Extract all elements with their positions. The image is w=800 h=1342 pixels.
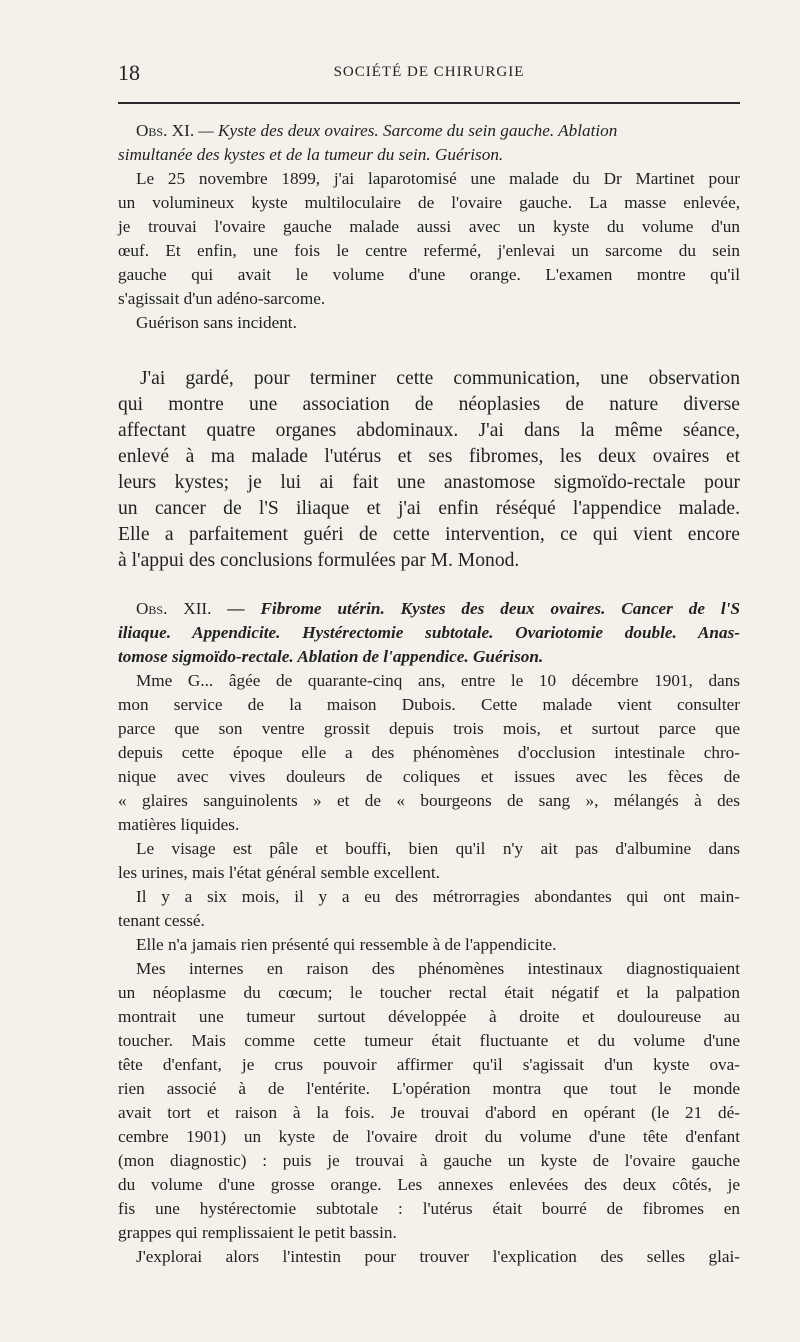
running-header [118, 60, 740, 90]
main-line: à l'appui des conclusions formulées par M. Monod. [118, 550, 520, 571]
obs11-label: Obs. XI. [136, 121, 195, 140]
obs11-text-line4: œuf. Et enfin, une fois le centre refermé, j'enlevai un sarcome du sein [118, 241, 740, 260]
obs12-heading-line2: iliaque. Appendicite. Hystérectomie subtotale. Ovariotomie double. Anas- [118, 623, 740, 642]
obs11-text-line3: je trouvai l'ovaire gauche malade aussi avec un kyste du volume d'un [118, 217, 740, 236]
obs12-line: (mon diagnostic) : puis je trouvai à gauche un kyste de l'ovaire gauche [118, 1151, 740, 1170]
obs12-heading-line3: tomose sigmoïdo-rectale. Ablation de l'appendice. Guérison. [118, 647, 544, 666]
header-rule [118, 102, 740, 104]
obs12-line: Mme G... âgée de quarante-cinq ans, entre le 10 décembre 1901, dans [136, 671, 740, 690]
obs12-title-part1: — Fibrome utérin. Kystes des deux ovaires. Cancer de l'S [227, 599, 741, 618]
obs12-line: du volume d'une grosse orange. Les annexes enlevées des deux côtés, je [118, 1175, 740, 1194]
obs12-line: toucher. Mais comme cette tumeur était fluctuante et du volume d'une [118, 1031, 740, 1050]
obs11-heading-line1 [118, 120, 740, 142]
obs11-heading-line2: simultanée des kystes et de la tumeur du sein. Guérison. [118, 145, 504, 164]
obs12-line: montrait une tumeur surtout développée à droite et douloureuse au [118, 1007, 740, 1026]
obs12-line: Il y a six mois, il y a eu des métrorragies abondantes qui ont main- [136, 887, 740, 906]
obs11-outcome: Guérison sans incident. [136, 313, 297, 332]
obs12-label: Obs. XII. [136, 599, 212, 618]
obs12-line: cembre 1901) un kyste de l'ovaire droit du volume d'une tête d'enfant [118, 1127, 740, 1146]
running-title: SOCIÉTÉ DE CHIRURGIE [333, 64, 525, 80]
main-line: J'ai gardé, pour terminer cette communication, une observation [140, 368, 740, 389]
obs12-line: grappes qui remplissaient le petit bassin. [118, 1223, 397, 1242]
obs12-line: avait tort et raison à la fois. Je trouvai d'abord en opérant (le 21 dé- [118, 1103, 740, 1122]
obs11-text-line6: s'agissait d'un adéno-sarcome. [118, 289, 326, 308]
main-line: Elle a parfaitement guéri de cette intervention, ce qui vient encore [118, 524, 740, 545]
obs11-text-line5: gauche qui avait le volume d'une orange. L'examen montre qu'il [118, 265, 740, 284]
main-line: qui montre une association de néoplasies de nature diverse [118, 394, 740, 415]
obs12-line: Elle n'a jamais rien présenté qui ressemble à de l'appendicite. [136, 935, 557, 954]
obs11-text-line1: Le 25 novembre 1899, j'ai laparotomisé une malade du Dr Martinet pour [136, 169, 740, 188]
obs12-line: « glaires sanguinolents » et de « bourgeons de sang », mélangés à des [118, 791, 740, 810]
obs12-line: les urines, mais l'état général semble excellent. [118, 863, 440, 882]
page-number: 18 [118, 60, 140, 85]
obs11-title-part1: — Kyste des deux ovaires. Sarcome du sein gauche. Ablation [198, 121, 618, 140]
obs12-line: matières liquides. [118, 815, 240, 834]
obs12-line: rien associé à de l'entérite. L'opération montra que tout le monde [118, 1079, 740, 1098]
obs12-heading-line1 [118, 598, 740, 620]
main-line: leurs kystes; je lui ai fait une anastomose sigmoïdo-rectale pour [118, 472, 740, 493]
obs12-line: un néoplasme du cœcum; le toucher rectal était négatif et la palpation [118, 983, 740, 1002]
obs12-line: J'explorai alors l'intestin pour trouver l'explication des selles glai- [136, 1247, 740, 1266]
main-line: un cancer de l'S iliaque et j'ai enfin réséqué l'appendice malade. [118, 498, 740, 519]
obs12-line: depuis cette époque elle a des phénomènes d'occlusion intestinale chro- [118, 743, 740, 762]
obs12-line: Mes internes en raison des phénomènes intestinaux diagnostiquaient [136, 959, 740, 978]
obs12-line: tête d'enfant, je crus pouvoir affirmer qu'il s'agissait d'un kyste ova- [118, 1055, 740, 1074]
obs12-line: Le visage est pâle et bouffi, bien qu'il n'y ait pas d'albumine dans [136, 839, 740, 858]
obs12-line: tenant cessé. [118, 911, 205, 930]
obs12-line: parce que son ventre grossit depuis trois mois, et surtout parce que [118, 719, 740, 738]
obs12-line: fis une hystérectomie subtotale : l'utérus était bourré de fibromes en [118, 1199, 740, 1218]
obs12-line: nique avec vives douleurs de coliques et issues avec les fèces de [118, 767, 740, 786]
main-line: enlevé à ma malade l'utérus et ses fibromes, les deux ovaires et [118, 446, 740, 467]
main-line: affectant quatre organes abdominaux. J'ai dans la même séance, [118, 420, 740, 441]
obs12-line: mon service de la maison Dubois. Cette malade vient consulter [118, 695, 740, 714]
obs11-text-line2: un volumineux kyste multiloculaire de l'ovaire gauche. La masse enlevée, [118, 193, 740, 212]
